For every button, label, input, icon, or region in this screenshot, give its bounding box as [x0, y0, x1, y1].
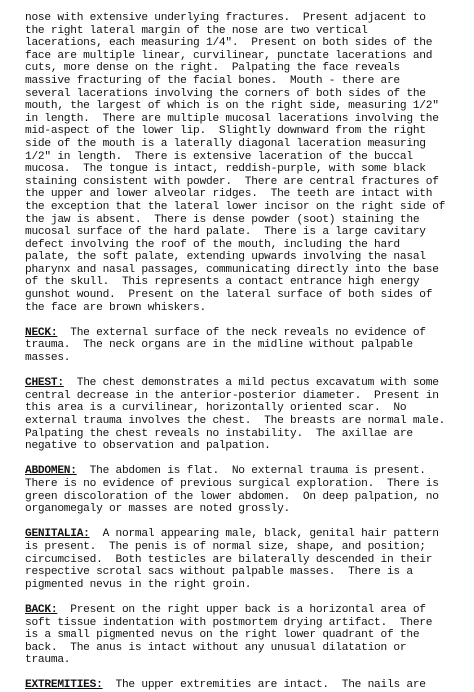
- text-line: gunshot wound. Present on the lateral surface of both sides of: [25, 289, 433, 302]
- text-line: circumcised. Both testicles are bilaterally descended in their: [25, 553, 433, 566]
- text-line: the exception that the lateral lower incisor on the right side of: [25, 200, 446, 213]
- text-line: mouth, the largest of which is on the right side, measuring 1/2": [25, 100, 439, 113]
- text-line: [25, 377, 471, 390]
- text-line: side of the mouth is a laterally diagonal laceration measuring: [25, 137, 426, 150]
- text-line: [25, 465, 471, 478]
- section-abdomen: [25, 465, 471, 515]
- section-neck: [25, 327, 471, 365]
- text-line: cuts, more dense on the right. Palpating the face reveals: [25, 62, 400, 75]
- text-line: in length. There are multiple mucosal lacerations involving the: [25, 112, 439, 125]
- section-back: [25, 604, 471, 667]
- text-line: this area is a curvilinear, horizontally oriented scar. No: [25, 402, 407, 415]
- text-line: palate, the soft palate, extending upwards involving the nasal: [25, 251, 426, 264]
- text-line: pharynx and nasal passages, communicating directly into the base: [25, 263, 439, 276]
- section-heading-chest: CHEST:: [25, 377, 64, 390]
- text-fragment: Present on the right upper back is a horizontal area of: [57, 603, 426, 616]
- text-line: green discoloration of the lower abdomen. On deep palpation, no: [25, 490, 439, 503]
- text-line: trauma. The neck organs are in the midline without palpable: [25, 339, 413, 352]
- text-line: respective scrotal sacs without palpable masses. There is a: [25, 566, 413, 579]
- text-line: is present. The penis is of normal size, shape, and position;: [25, 540, 426, 553]
- text-line: the face are brown whiskers.: [25, 301, 206, 314]
- text-line: [25, 679, 471, 692]
- text-line: the right lateral margin of the nose are two vertical: [25, 24, 368, 37]
- text-fragment: The external surface of the neck reveals no evidence of: [57, 326, 426, 339]
- text-line: lacerations, each measuring 1/4". Present on both sides of the: [25, 37, 433, 50]
- document-page: [25, 12, 471, 692]
- section-heading-abdomen: ABDOMEN:: [25, 465, 77, 478]
- section-face-mouth: [25, 12, 471, 314]
- text-line: staining consistent with powder. There are central fractures of: [25, 175, 439, 188]
- text-line: [25, 604, 471, 617]
- text-fragment: The upper extremities are intact. The nails are: [102, 679, 426, 692]
- text-line: trauma.: [25, 654, 71, 667]
- text-line: back. The anus is intact without any unusual dilatation or: [25, 641, 407, 654]
- text-line: central decrease in the anterior-posterior diameter. Present in: [25, 389, 439, 402]
- text-line: the jaw is absent. There is dense powder (soot) staining the: [25, 213, 420, 226]
- text-line: is a small pigmented nevus on the right lower quadrant of the: [25, 629, 420, 642]
- text-line: massive fracturing of the facial bones. Mouth - there are: [25, 74, 400, 87]
- text-line: face are multiple linear, curvilinear, punctate lacerations and: [25, 49, 433, 62]
- text-line: of the skull. This represents a contact entrance high energy: [25, 276, 420, 289]
- section-heading-neck: NECK:: [25, 326, 58, 339]
- section-extremities: [25, 679, 471, 692]
- text-line: organomegaly or masses are noted grossly.: [25, 503, 291, 516]
- section-heading-back: BACK:: [25, 603, 58, 616]
- text-line: nose with extensive underlying fractures. Present adjacent to: [25, 12, 426, 24]
- text-line: mid-aspect of the lower lip. Slightly downward from the right: [25, 125, 426, 138]
- text-line: 1/2" in length. There is extensive laceration of the buccal: [25, 150, 413, 163]
- text-line: mucosa. The tongue is intact, reddish-purple, with some black: [25, 163, 426, 176]
- text-fragment: The chest demonstrates a mild pectus excavatum with some: [63, 377, 439, 390]
- text-line: the upper and lower alveolar ridges. The teeth are intact with: [25, 188, 433, 201]
- section-chest: [25, 377, 471, 453]
- text-line: Palpating the chest reveals no instability. The axillae are: [25, 427, 413, 440]
- text-line: soft tissue indentation with postmortem drying artifact. There: [25, 616, 433, 629]
- text-line: mucosal surface of the hard palate. There is a large cavitary: [25, 226, 426, 239]
- section-heading-extremities: EXTREMITIES:: [25, 679, 103, 692]
- section-heading-genitalia: GENITALIA:: [25, 528, 90, 541]
- text-line: several lacerations involving the corners of both sides of the: [25, 87, 426, 100]
- section-genitalia: [25, 528, 471, 591]
- text-line: [25, 528, 471, 541]
- text-fragment: The abdomen is flat. No external trauma is present.: [76, 465, 426, 478]
- text-line: pigmented nevus in the right groin.: [25, 578, 252, 591]
- text-fragment: A normal appearing male, black, genital hair pattern: [89, 528, 439, 541]
- text-line: [25, 327, 471, 340]
- text-line: defect involving the roof of the mouth, including the hard: [25, 238, 400, 251]
- text-line: negative to observation and palpation.: [25, 440, 271, 453]
- text-line: There is no evidence of previous surgical exploration. There is: [25, 477, 439, 490]
- text-line: masses.: [25, 352, 71, 365]
- text-line: external trauma involves the chest. The breasts are normal male.: [25, 415, 446, 427]
